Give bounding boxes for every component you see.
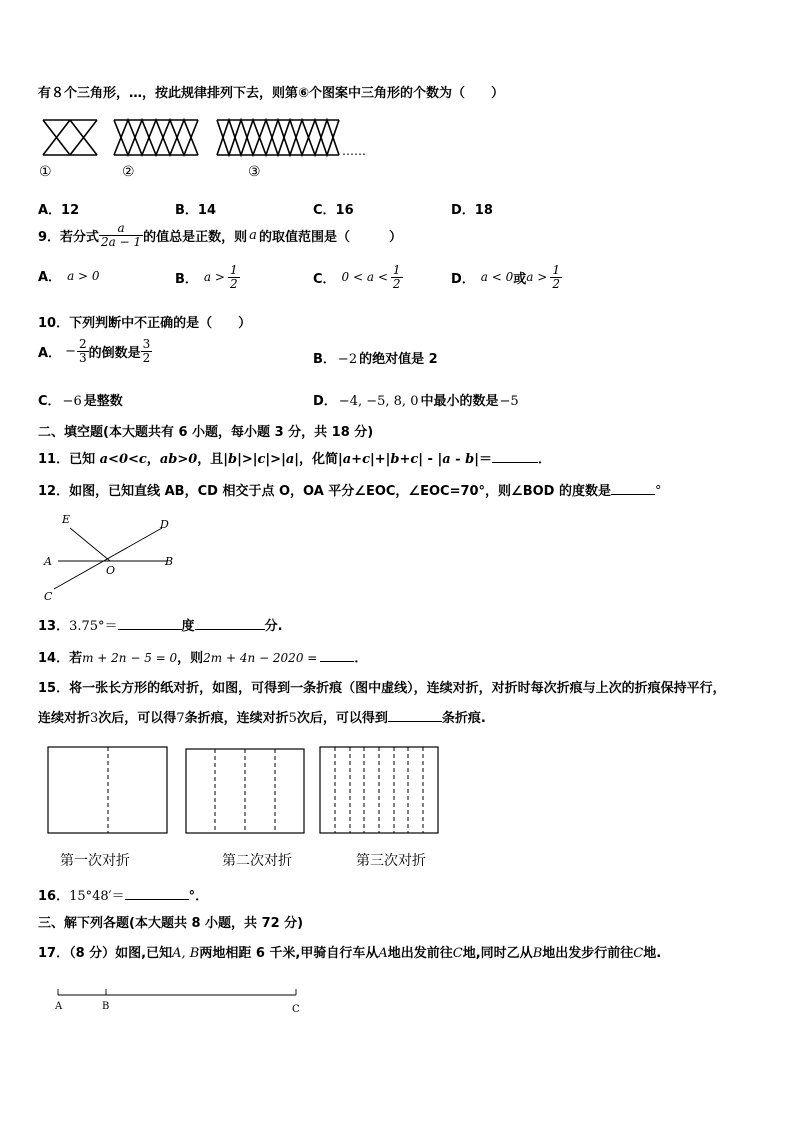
q8-stem: 有８个三角形，…，按此规律排列下去，则第⑥个图案中三角形的个数为（ ）	[38, 86, 505, 101]
q17-t5: 地出发步行前往	[542, 946, 634, 961]
q10-option-b	[313, 348, 438, 367]
q10-c-label: C．	[38, 394, 61, 409]
q15-caption-3: 第三次对折	[356, 853, 426, 869]
q9-option-a	[38, 266, 100, 285]
q12-stem	[38, 480, 661, 499]
q10-d-text: 中最小的数是	[420, 394, 499, 409]
q11-m7: b+c	[390, 452, 419, 467]
q9-c-label: C．	[313, 271, 336, 287]
q9-frac-num: a	[117, 221, 125, 235]
q10-a-label: A．	[38, 345, 62, 361]
q10-option-d	[313, 390, 519, 409]
q17-m3: C	[452, 946, 463, 961]
q11-m4: c	[257, 452, 266, 467]
q17-m5: C	[633, 946, 644, 961]
q11-stem	[38, 448, 551, 467]
q14-mid: ，则	[177, 651, 204, 666]
q15-t5: 条折痕.	[441, 711, 486, 726]
q10-option-a	[38, 338, 152, 364]
q9-suffix: 的取值范围是（ ）	[258, 229, 402, 245]
q17-line-diagram	[50, 984, 310, 1018]
q13-blank-minute[interactable]	[195, 629, 265, 630]
q9-d-den: 2	[552, 276, 560, 291]
q10-b-math: −2	[337, 352, 358, 367]
section-3-heading: 三、解下列各题(本大题共 8 小题，共 72 分)	[38, 916, 304, 931]
label-a: A	[44, 555, 52, 568]
q9-prefix: 9．若分式	[38, 229, 100, 245]
label-c: C	[44, 590, 53, 603]
q15-n3: 5	[288, 711, 297, 726]
q8-triangle-pattern	[40, 118, 380, 160]
q11-t5: |>|	[265, 452, 286, 467]
q17-t1: 17．（8 分）如图,已知	[38, 946, 173, 961]
q10-stem: 10．下列判断中不正确的是（ ）	[38, 316, 252, 331]
q13-blank-degree[interactable]	[118, 629, 182, 630]
q10-a-den1: 3	[78, 350, 87, 365]
q11-m5: a	[285, 452, 295, 467]
q9-mid: 的值总是正数，则	[143, 229, 248, 245]
label-e: E	[62, 513, 71, 526]
q11-t1: 11．已知	[38, 452, 100, 467]
q9-c-math: 0 < a <	[341, 270, 388, 285]
q15-caption-2: 第二次对折	[222, 853, 292, 869]
q9-b-den: 2	[229, 276, 238, 291]
q13-stem	[38, 615, 283, 634]
q10-d-math2: −5	[499, 394, 519, 409]
q8-option-b: B．14	[175, 203, 216, 218]
q9-option-b	[175, 264, 240, 290]
q16-prefix: 16．	[38, 889, 70, 904]
q17-stem	[38, 942, 661, 961]
line-cd	[54, 528, 162, 589]
q15-caption-1: 第一次对折	[60, 853, 130, 869]
q14-answer-blank[interactable]	[320, 661, 354, 662]
q15-n1: 3	[90, 711, 99, 726]
q16-answer-blank[interactable]	[125, 899, 189, 900]
q8-option-c: C．16	[313, 203, 354, 218]
q10-a-den2: 2	[142, 350, 151, 365]
q11-t3: ，且|	[197, 452, 229, 467]
q13-mid: 度	[181, 619, 195, 634]
q10-d-label: D．	[313, 394, 337, 409]
label-o: O	[106, 564, 116, 577]
q9-b-math: a >	[203, 270, 225, 285]
pattern-figure-3	[217, 120, 339, 155]
q10-b-label: B．	[313, 352, 336, 367]
section-2-heading: 二、填空题(本大题共有 6 小题，每小题 3 分，共 18 分)	[38, 425, 374, 440]
q14-math1: m + 2n − 5 = 0	[82, 651, 178, 665]
q15-answer-blank[interactable]	[388, 721, 442, 722]
q11-m3: b	[228, 452, 238, 467]
q13-prefix: 13．	[38, 619, 70, 634]
q9-option-c	[313, 264, 403, 290]
q9-d-math2: a >	[526, 270, 548, 285]
q10-d-math: −4, −5, 8, 0	[338, 394, 419, 409]
q17-t2: 两地相距 6 千米,甲骑自行车从	[199, 946, 379, 961]
q10-a-mid: 的倒数是	[88, 345, 141, 361]
q9-d-num: 1	[552, 263, 560, 277]
q9-frac-den: 2a − 1	[101, 234, 142, 249]
q15-t1: 连续对折	[38, 711, 91, 726]
q14-prefix: 14．若	[38, 651, 83, 666]
q8-fig-label-1: ①	[39, 164, 52, 180]
q11-m8: a - b	[442, 452, 475, 467]
q9-d-label: D．	[451, 271, 475, 287]
q9-d-mid: 或	[513, 271, 527, 287]
q8-fig-label-3: ③	[248, 164, 261, 180]
q12-text: 12．如图，已知直线 AB，CD 相交于点 O，OA 平分∠EOC，∠EOC=70°，则∠BOD 的度数是	[38, 484, 611, 499]
q15-n2: 7	[176, 711, 185, 726]
q11-answer-blank[interactable]	[492, 462, 538, 463]
point-b-label: B	[102, 1001, 110, 1012]
q16-end: °．	[188, 889, 209, 904]
q9-var: a	[249, 227, 257, 243]
q11-m2: ab>0	[159, 452, 198, 467]
point-a-label: A	[55, 1001, 63, 1012]
label-d: D	[160, 518, 169, 531]
q11-m1: a<0<c	[99, 452, 147, 467]
q11-t2: ，	[146, 452, 160, 467]
q16-stem	[38, 885, 208, 904]
q11-t7: |+|	[369, 452, 391, 467]
pattern-figure-1	[43, 120, 97, 155]
q17-t3: 地出发前往	[387, 946, 453, 961]
q9-stem	[38, 222, 402, 248]
q17-m2: A	[378, 946, 388, 961]
q13-math: 3.75°＝	[69, 619, 118, 634]
q10-a-num2: 3	[142, 337, 151, 351]
ray-oe	[70, 528, 110, 561]
q10-c-math: −6	[62, 394, 82, 409]
q9-c-den: 2	[392, 276, 401, 291]
q17-m1: A, B	[172, 946, 200, 961]
q8-option-a: A．12	[38, 203, 80, 218]
q10-a-neg: −	[65, 343, 76, 359]
q12-degree: °	[654, 484, 662, 499]
q8-option-d: D．18	[451, 203, 493, 218]
q15-line1: 15．将一张长方形的纸对折，如图，可得到一条折痕（图中虚线），连续对折，对折时每次折痕与上次的折痕保持平行，	[38, 681, 726, 696]
q12-angle-diagram	[40, 508, 190, 604]
q9-option-d	[451, 264, 562, 290]
q9-d-math: a < 0	[480, 270, 514, 285]
q8-ellipsis: ……	[342, 144, 366, 158]
q9-c-num: 1	[392, 263, 401, 277]
q14-end: ．	[354, 651, 368, 666]
q9-a-label: A．	[38, 270, 62, 285]
label-b: B	[165, 555, 174, 568]
q17-t6: 地.	[643, 946, 662, 961]
q11-t8: | - |	[418, 452, 443, 467]
q9-a-math: a > 0	[67, 268, 100, 283]
q10-a-num1: 2	[78, 337, 87, 351]
q14-math2: 2m + 4n − 2020 =	[203, 651, 318, 665]
q16-math: 15°48′＝	[69, 889, 125, 904]
q15-t3: 条折痕，连续对折	[184, 711, 289, 726]
point-c-label: C	[292, 1004, 300, 1015]
q17-t4: 地,同时乙从	[462, 946, 533, 961]
q11-end: ．	[537, 452, 551, 467]
q9-fraction	[99, 222, 143, 248]
q10-b-text: 的绝对值是 2	[359, 352, 438, 367]
q15-t2: 次后，可以得	[98, 711, 177, 726]
q17-m4: B	[532, 946, 543, 961]
q15-line2	[38, 707, 486, 726]
q15-t4: 次后，可以得到	[296, 711, 388, 726]
q13-end: 分.	[264, 619, 283, 634]
q8-fig-label-2: ②	[122, 164, 135, 180]
q11-t6: |，化简|	[294, 452, 343, 467]
q9-b-label: B．	[175, 271, 198, 287]
q11-t4: |>|	[237, 452, 258, 467]
q14-stem	[38, 647, 367, 666]
q10-option-c	[38, 390, 123, 409]
q15-fold-diagrams	[46, 744, 446, 836]
q10-c-text: 是整数	[83, 394, 123, 409]
q12-answer-blank[interactable]	[611, 494, 655, 495]
q11-t9: |＝	[474, 452, 492, 467]
q11-m6: a+c	[342, 452, 370, 467]
pattern-figure-2	[114, 120, 198, 155]
q9-b-num: 1	[229, 263, 238, 277]
